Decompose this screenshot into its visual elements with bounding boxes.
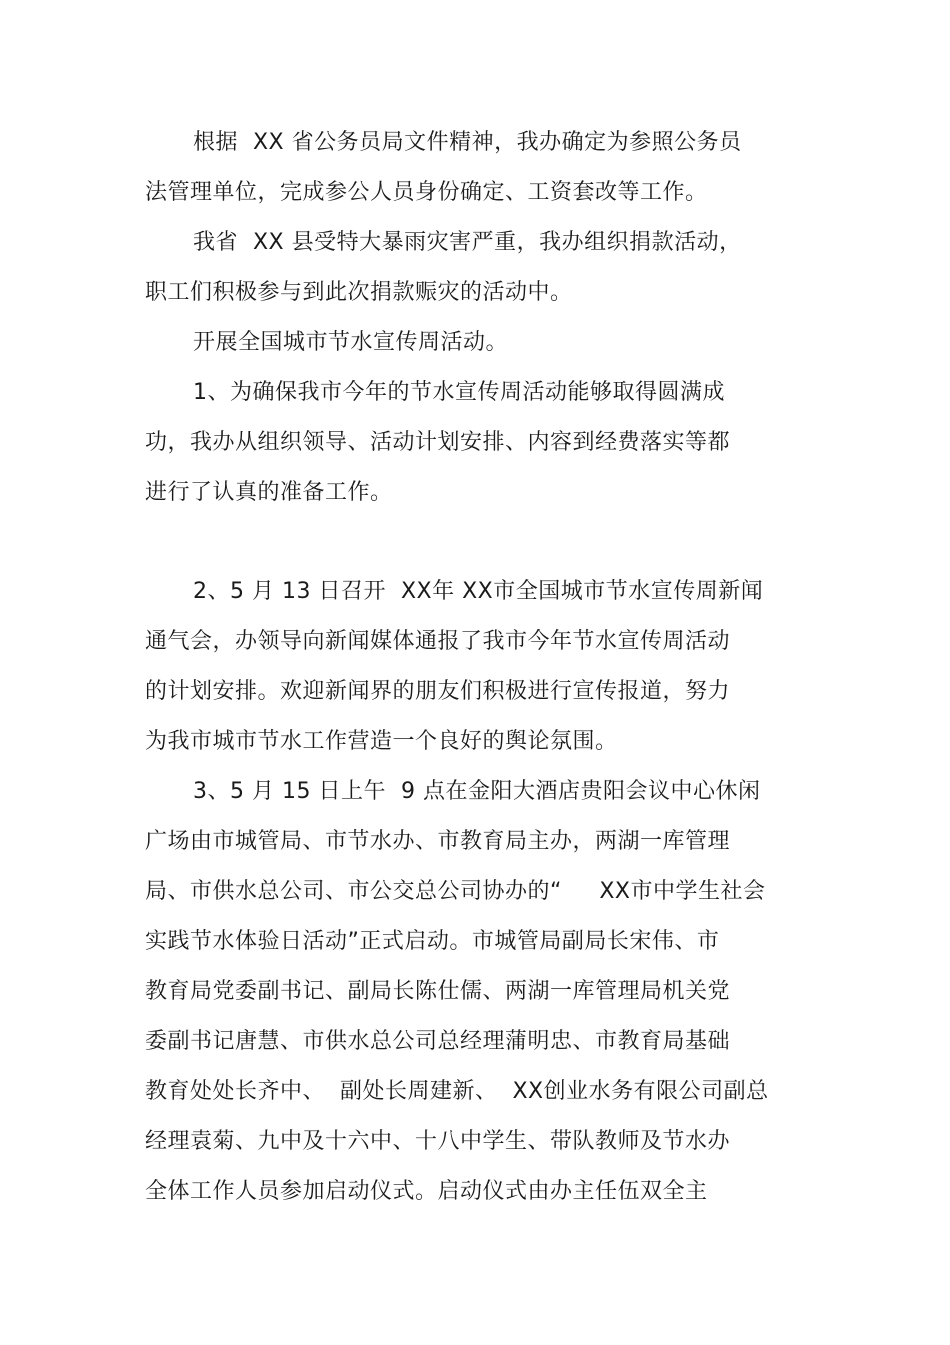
text-line: 通气会，办领导向新闻媒体通报了我市今年节水宣传周活动 bbox=[145, 629, 731, 654]
text-line: 实践节水体验日活动”正式启动。市城管局副局长宋伟、市 bbox=[145, 929, 720, 954]
text-line: 教育局党委副书记、副局长陈仕儒、两湖一库管理局机关党 bbox=[145, 979, 731, 1004]
text-line: 局、市供水总公司、市公交总公司协办的“ XX市中学生社会 bbox=[145, 879, 766, 904]
text-line: 3、5 月 15 日上午 9 点在金阳大酒店贵阳会议中心休闲 bbox=[193, 779, 761, 804]
text-line: 为我市城市节水工作营造一个良好的舆论氛围。 bbox=[145, 729, 618, 754]
text-line: 2、5 月 13 日召开 XX年 XX市全国城市节水宣传周新闻 bbox=[193, 579, 764, 604]
text-line: 我省 XX 县受特大暴雨灾害严重，我办组织捐款活动， bbox=[193, 230, 742, 255]
text-line: 的计划安排。欢迎新闻界的朋友们积极进行宣传报道，努力 bbox=[145, 679, 731, 704]
text-line: 根据 XX 省公务员局文件精神，我办确定为参照公务员 bbox=[193, 130, 742, 155]
text-line: 功，我办从组织领导、活动计划安排、内容到经费落实等都 bbox=[145, 430, 731, 455]
text-line: 职工们积极参与到此次捐款赈灾的活动中。 bbox=[145, 280, 573, 305]
text-line: 进行了认真的准备工作。 bbox=[145, 480, 393, 505]
text-line: 委副书记唐慧、市供水总公司总经理蒲明忠、市教育局基础 bbox=[145, 1029, 731, 1054]
text-line: 法管理单位，完成参公人员身份确定、工资套改等工作。 bbox=[145, 180, 708, 205]
text-line: 经理袁菊、九中及十六中、十八中学生、带队教师及节水办 bbox=[145, 1129, 731, 1154]
text-line: 广场由市城管局、市节水办、市教育局主办，两湖一库管理 bbox=[145, 829, 731, 854]
text-line: 全体工作人员参加启动仪式。启动仪式由办主任伍双全主 bbox=[145, 1179, 708, 1204]
text-line: 1、为确保我市今年的节水宣传周活动能够取得圆满成 bbox=[193, 380, 725, 405]
text-line: 开展全国城市节水宣传周活动。 bbox=[193, 330, 509, 355]
text-line: 教育处处长齐中、 副处长周建新、 XX创业水务有限公司副总 bbox=[145, 1079, 769, 1104]
